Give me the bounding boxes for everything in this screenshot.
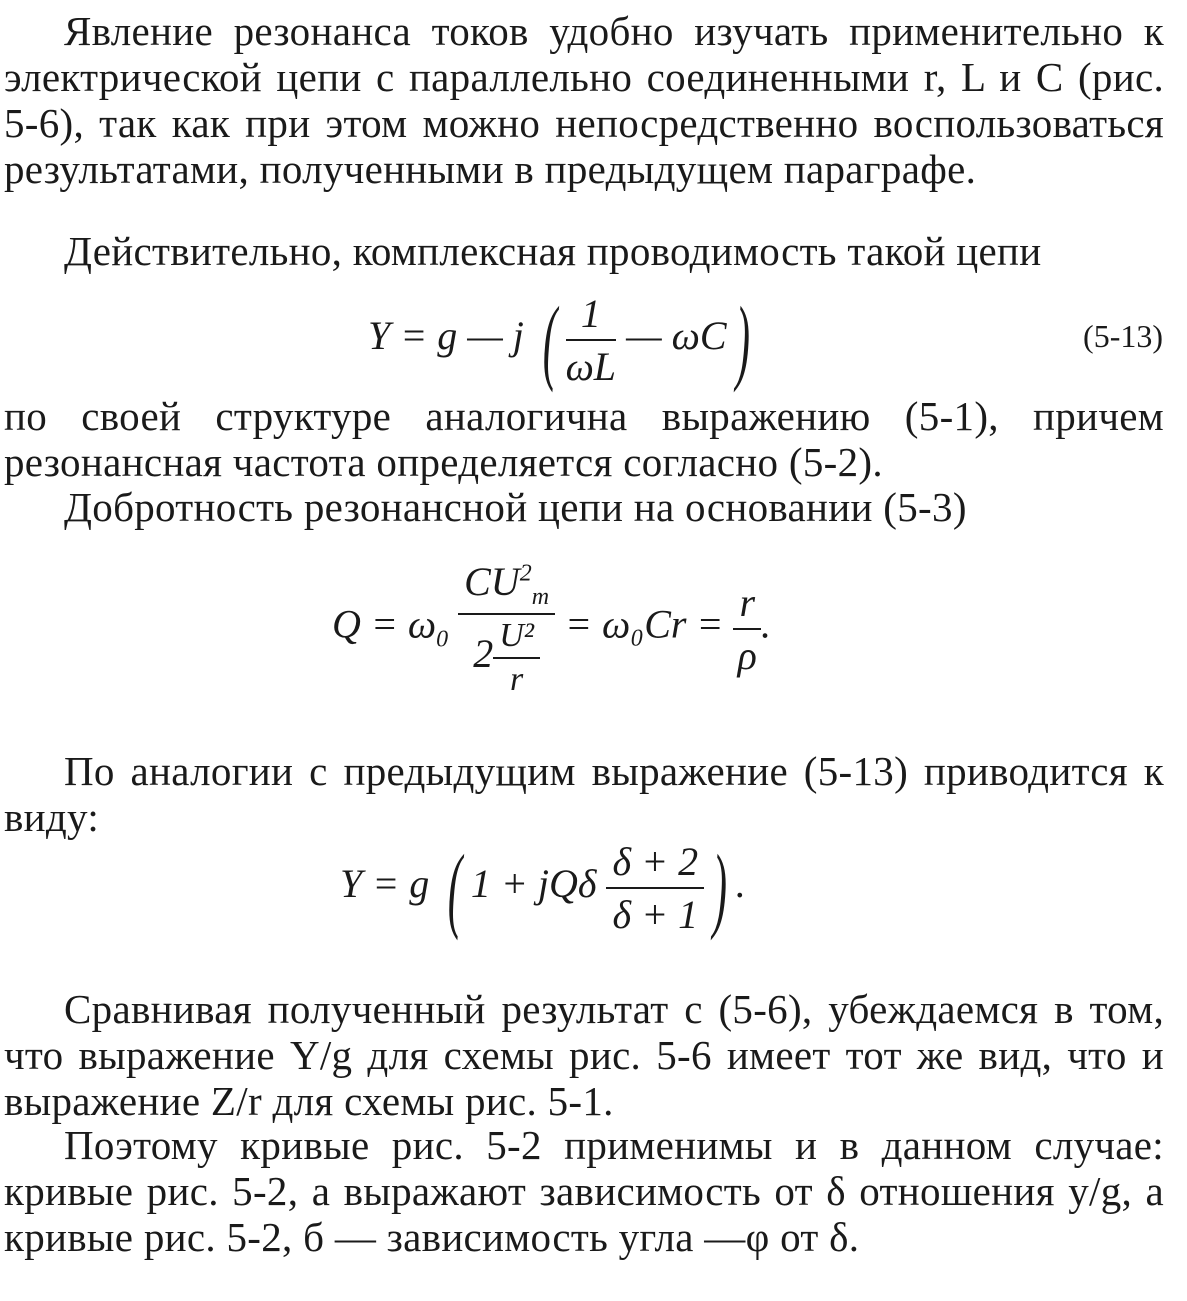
paragraph-4: Добротность резонансной цепи на основании (5-3) [64,484,967,530]
paragraph-7: Поэтому кривые рис. 5-2 применимы и в данном случае: кривые рис. 5-2, а выражают зависимость от δ отношения y/g, а кривые рис. 5-2, б — зависимость угла —φ от δ. [4,1122,1164,1260]
paragraph-6: Сравнивая полученный результат с (5-6), убеждаемся в том, что выражение Y/g для схемы рис. 5-6 имеет тот же вид, что и выражение Z/r для схемы рис. 5-1. [4,986,1164,1124]
equation-y-of-q: Y = g ( 1 + jQδ $\frac{\delta + 2}{\delta + 1}$ ) . [340,834,746,941]
right-paren: ) [735,286,750,393]
paragraph-3: по своей структуре аналогична выражению (5-1), причем резонансная частота определяется согласно (5-2). [4,393,1164,485]
paragraph-5: По аналогии с предыдущим выражение (5-13) приводится к виду: [4,748,1164,840]
equation-number: (5-13) [1083,318,1163,354]
big-fraction: $CU^2_m$ 2 $\frac{\text{U²}}{r}$ [458,558,555,699]
paragraph-2: Действительно, комплексная проводимость такой цепи [64,228,1042,274]
left-paren: ( [542,286,557,393]
equation-q-factor: $Q = \omega_0$ $CU^2_m$ 2 $\frac{\text{U²}}{r}$ = ω₀Cr = $\frac{r}{\rho}$ . [332,559,772,698]
fraction: $\frac{1}{\omega L}$ [565,291,617,389]
equation-5-13: Y = g — j ( $\frac{1}{\omega L}$ — ωC) [368,286,750,393]
paragraph-1: Явление резонанса токов удобно изучать применительно к электрической цепи с параллельно соединенными r, L и C (рис. 5-6), так как при этом можно непосредственно воспользоваться результатами, полученными в предыдущем параграфе. [4,8,1164,192]
